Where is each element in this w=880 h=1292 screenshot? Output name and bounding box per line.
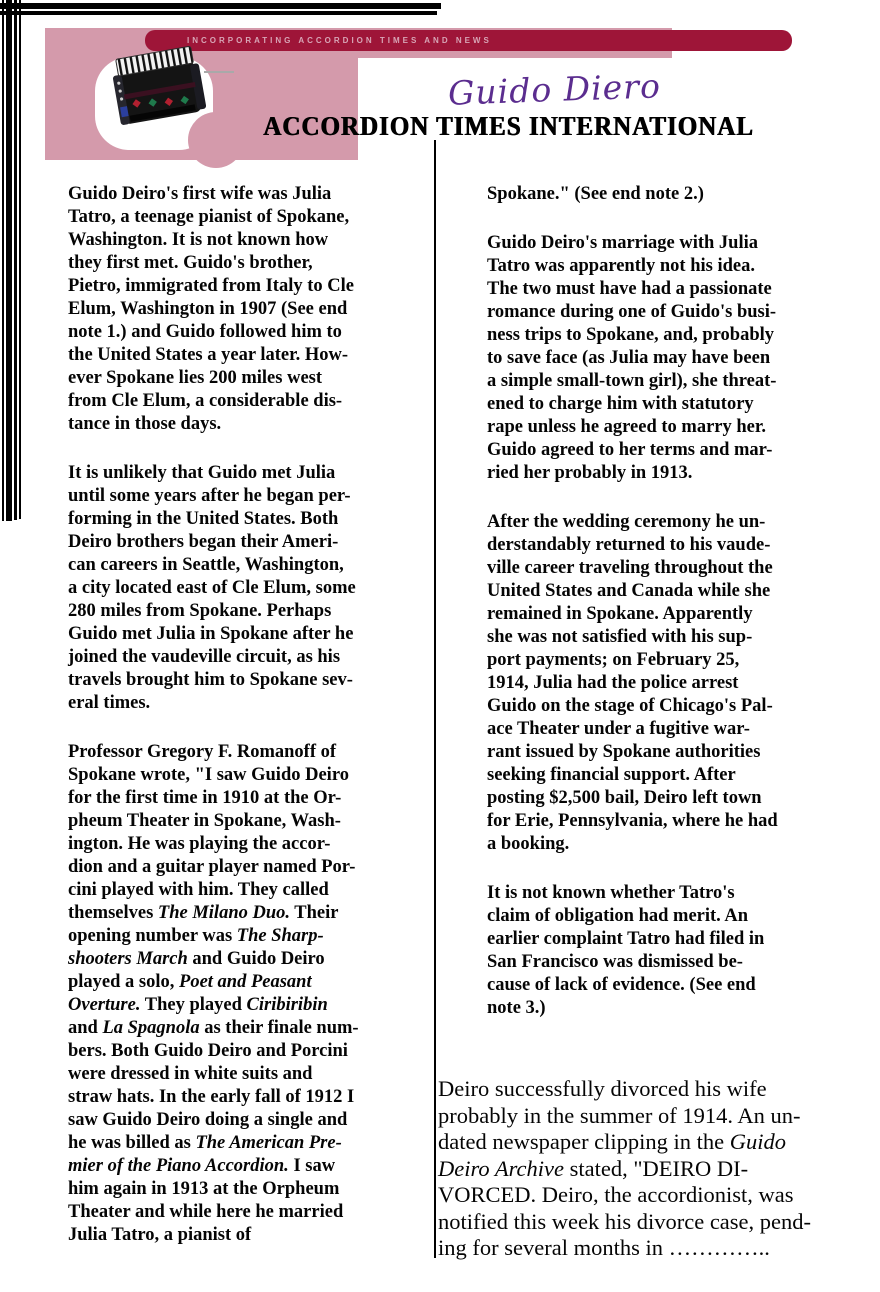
right-paragraph-1: Spokane." (See end note 2.) xyxy=(487,184,704,204)
left-column xyxy=(68,183,436,1273)
right-paragraph-3: After the wedding ceremony he un- derstandably returned to his vaude- ville career traveling throughout the United States and Canada while she remained in Spokane. Apparently she was not satisfied with his sup- port payments; on February 25, 1914, Julia had the police arrest Guido on the stage of Chicago's Pal- ace Theater under a fugitive war- rant issued by Spokane authorities seeking financial support. After posting $2,500 bail, Deiro left town for Erie, Pennsylvania, where he had a booking. xyxy=(487,512,778,854)
closing-paragraph: Deiro successfully divorced his wife probably in the summer of 1914. An un- dated newspaper clipping in the Guido Deiro Archive stated, "DEIRO DI- VORCED. Deiro, the accordionist, was notified this week his divorce case, pend- ing for several months in ………….. xyxy=(438,1076,812,1260)
masthead-banner xyxy=(145,30,792,51)
accordion-image xyxy=(106,44,216,139)
frame-left-line-1 xyxy=(2,0,4,521)
left-paragraph-3: Professor Gregory F. Romanoff of Spokane wrote, "I saw Guido Deiro for the first time in 1910 at the Or- pheum Theater in Spokane, Wash- ington. He was playing the accor- dion and a guitar player named Por- cini played with him. They called themselves The Milano Duo. Their opening number was The Sharp- shooters March and Guido Deiro played a solo, Poet and Peasant Overture. They played Ciribiribin and La Spagnola as their finale num- bers. Both Guido Deiro and Porcini were dressed in white suits and straw hats. In the early fall of 1912 I saw Guido Deiro doing a single and he was billed as The American Pre- mier of the Piano Accordion. I saw him again in 1913 at the Orpheum Theater and while here he married Julia Tatro, a pianist of xyxy=(68,742,359,1245)
left-paragraph-2: It is unlikely that Guido met Julia until some years after he began per- forming in the United States. Both Deiro brothers began their Ameri- can careers in Seattle, Washington, a city located east of Cle Elum, some 280 miles from Spokane. Perhaps Guido met Julia in Spokane after he joined the vaudeville circuit, as his travels brought him to Spokane sev- eral times. xyxy=(68,463,356,713)
script-title: Guido Diero xyxy=(447,66,662,113)
frame-left-line-4 xyxy=(19,0,21,519)
left-paragraph-1: Guido Deiro's first wife was Julia Tatro, a teenage pianist of Spokane, Washington. It is not known how they first met. Guido's brother, Pietro, immigrated from Italy to Cle Elum, Washington in 1907 (See end note 1.) and Guido followed him to the United States a year later. How- ever Spokane lies 200 miles west from Cle Elum, a considerable dis- tance in those days. xyxy=(68,184,354,434)
accordion-strap-line xyxy=(204,71,234,73)
frame-left-line-2 xyxy=(6,0,12,521)
frame-top-line-2 xyxy=(0,11,437,15)
banner-text: INCORPORATING ACCORDION TIMES AND NEWS xyxy=(187,36,492,45)
right-paragraph-2: Guido Deiro's marriage with Julia Tatro was apparently not his idea. The two must have had a passionate romance during one of Guido's busi- ness trips to Spokane, and, probably to save face (as Julia may have been a simple small-town girl), she threat- ened to charge him with statutory rape unless he agreed to marry her. Guido agreed to her terms and mar- ried her probably in 1913. xyxy=(487,233,777,483)
frame-top-line-1 xyxy=(0,3,441,9)
right-column xyxy=(487,183,872,1046)
frame-left-line-3 xyxy=(14,0,17,520)
page-title: ACCORDION TIMES INTERNATIONAL xyxy=(263,112,754,142)
right-paragraph-4: It is not known whether Tatro's claim of obligation had merit. An earlier complaint Tatro had filed in San Francisco was dismissed be- cause of lack of evidence. (See end note 3.) xyxy=(487,883,765,1018)
